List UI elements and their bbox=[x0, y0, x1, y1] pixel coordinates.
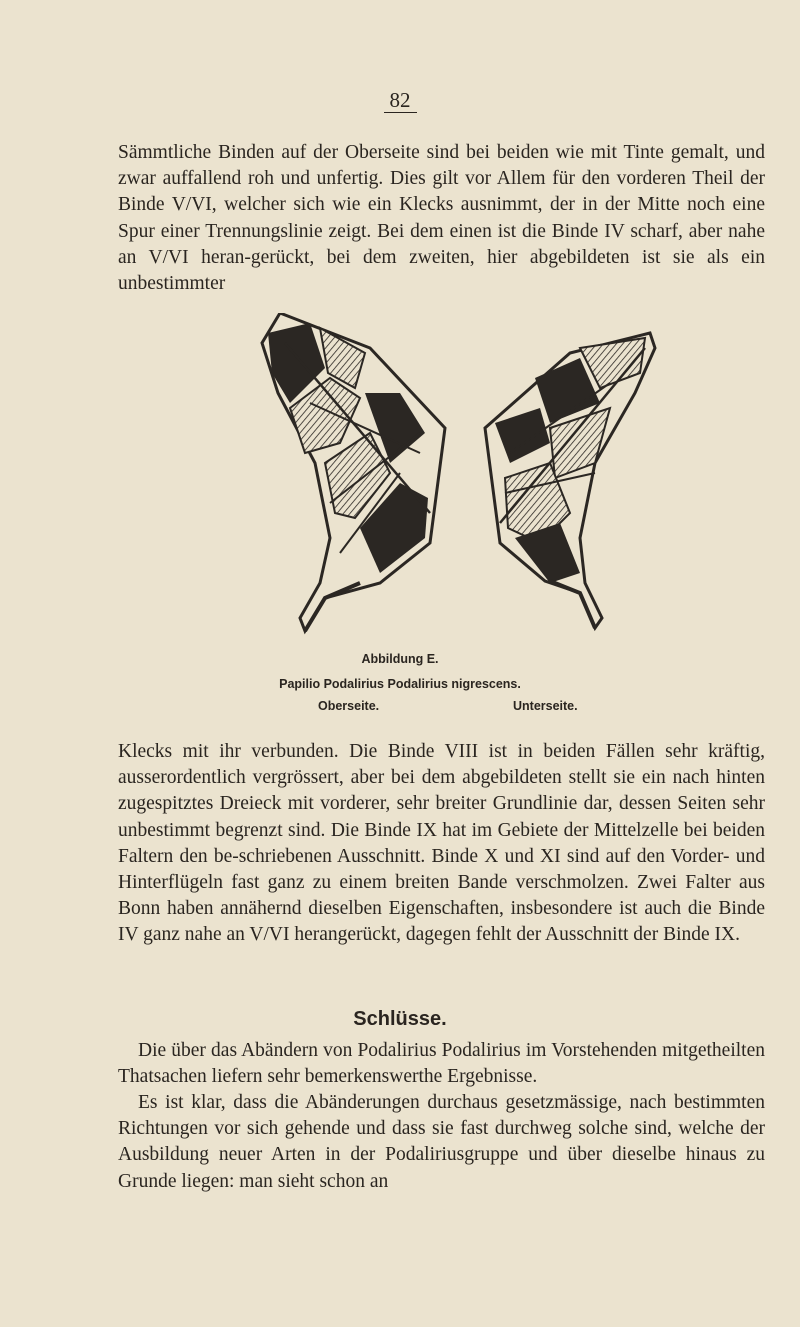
figure-species: Papilio Podalirius Podalirius nigrescens. bbox=[279, 677, 521, 691]
figure-label-underside: Unterseite. bbox=[513, 699, 578, 713]
paragraph-2: Klecks mit ihr verbunden. Die Binde VIII ist in beiden Fällen sehr kräftig, ausserordentlich vergrössert, aber bei dem abgebildeten stellt sie ein nach hinten zugespitztes Dreieck mit vorderer, sehr breiter Grundlinie dar, dessen Seiten sehr unbestimmt begrenzt sind. Die Binde IX hat im Gebiete der Mittelzelle bei beiden Faltern den be-schriebenen Ausschnitt. Binde X und XI sind auf den Vorder- und Hinterflügeln fast ganz zu einem breiten Bande verschmolzen. Zwei Falter aus Bonn haben annähernd dieselben Eigenschaften, insbesondere ist auch die Binde IV ganz nahe an V/VI herangerückt, dagegen fehlt der Ausschnitt der Binde IX. bbox=[118, 741, 765, 946]
section-heading: Schlüsse. bbox=[353, 1008, 447, 1030]
upperside-wing bbox=[262, 313, 445, 631]
paragraph-3: Die über das Abändern von Podalirius Podalirius im Vorstehenden mitgetheilten Thatsachen liefern sehr bemerkenswerthe Ergebnisse. bbox=[118, 1040, 765, 1088]
paragraph-4: Es ist klar, dass die Abänderungen durchaus gesetzmässige, nach bestimmten Richtungen vor sich gehende und dass sie fast durchweg solche sind, welche der Ausbildung neuer Arten in der Podaliriusgruppe und über dieselbe hinaus zu Grunde liegen: man sieht schon an bbox=[118, 1092, 765, 1192]
figure-title: Abbildung E. bbox=[361, 652, 439, 666]
page-number-text: 82 bbox=[384, 88, 417, 113]
paragraph-1: Sämmtliche Binden auf der Oberseite sind bei beiden wie mit Tinte gemalt, und zwar auffallend roh und unfertig. Dies gilt vor Allem für den vorderen Theil der Binde V/VI, welcher sich wie ein Klecks ausnimmt, der in der Mitte noch eine Spur einer Trennungslinie zeigt. Bei dem einen ist die Binde IV scharf, aber nahe an V/VI heran-gerückt, bei dem zweiten, hier abgebildeten ist sie als ein unbestimmter bbox=[118, 142, 765, 295]
underside-wing bbox=[485, 333, 655, 628]
butterfly-wing-figure bbox=[250, 313, 670, 643]
page-number bbox=[0, 88, 800, 113]
figure-label-upperside: Oberseite. bbox=[318, 699, 380, 713]
